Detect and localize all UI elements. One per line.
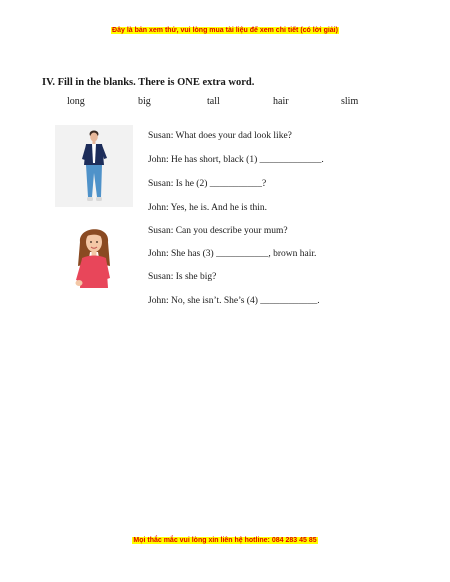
dialogue-line: Susan: What does your dad look like? [148,131,292,141]
preview-notice-banner [0,27,450,34]
dialogue-line: John: No, she isn’t. She’s (4) ____________. [148,296,320,306]
dialogue-line: John: He has short, black (1) _____________. [148,155,324,165]
man-illustration [55,125,133,207]
dialogue-line: John: She has (3) ___________, brown hair. [148,249,317,259]
word-bank-item: hair [273,96,289,107]
word-bank-item: slim [341,96,359,107]
preview-notice-text: Đây là bản xem thử, vui lòng mua tài liệu để xem chi tiết (có lời giải) [112,27,338,34]
dialogue-line: Susan: Is she big? [148,272,217,282]
dialogue-line: Susan: Is he (2) ___________? [148,179,267,189]
dialogue-line: Susan: Can you describe your mum? [148,226,288,236]
word-bank-item: tall [207,96,220,107]
word-bank-item: long [67,96,85,107]
exercise-heading: IV. Fill in the blanks. There is ONE extra word. [42,77,255,88]
hotline-text: Mọi thắc mắc vui lòng xin liên hệ hotline: 084 283 45 85 [133,537,317,544]
word-bank-item: big [138,96,151,107]
hotline-banner [0,537,450,544]
dialogue-line: John: Yes, he is. And he is thin. [148,203,268,213]
woman-illustration [70,222,118,296]
